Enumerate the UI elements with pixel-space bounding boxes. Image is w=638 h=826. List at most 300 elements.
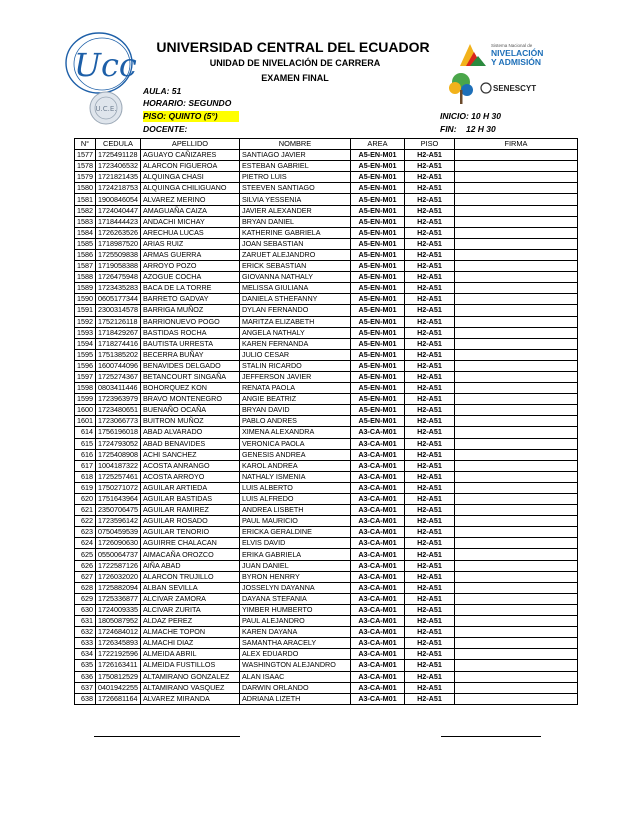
cedula-cell: 1718274416 <box>96 338 141 349</box>
table-row <box>75 349 578 360</box>
table-row <box>75 238 578 249</box>
nombre-cell: NATHALY ISMENIA <box>239 471 350 482</box>
cedula-cell: 1726163411 <box>96 660 141 671</box>
piso-cell: H2-A51 <box>404 471 454 482</box>
apellido-cell: ALARCON FIGUEROA <box>140 161 239 172</box>
area-cell: A3-CA-M01 <box>350 471 404 482</box>
firma-cell <box>454 394 577 405</box>
row-number: 617 <box>75 460 96 471</box>
table-row <box>75 194 578 205</box>
area-cell: A5-EN-M01 <box>350 161 404 172</box>
cedula-cell: 1726345893 <box>96 638 141 649</box>
nombre-cell: XIMENA ALEXANDRA <box>239 427 350 438</box>
area-cell: A5-EN-M01 <box>350 316 404 327</box>
piso-cell: H2-A51 <box>404 438 454 449</box>
area-cell: A3-CA-M01 <box>350 460 404 471</box>
piso-cell: H2-A51 <box>404 616 454 627</box>
area-cell: A5-EN-M01 <box>350 227 404 238</box>
area-cell: A3-CA-M01 <box>350 560 404 571</box>
firma-cell <box>454 172 577 183</box>
piso-cell: H2-A51 <box>404 150 454 161</box>
apellido-cell: AGUILAR ARTIEDA <box>140 482 239 493</box>
firma-cell <box>454 638 577 649</box>
apellido-cell: ARROYO POZO <box>140 261 239 272</box>
header-nombre: NOMBRE <box>239 139 350 150</box>
nombre-cell: BRYAN DANIEL <box>239 216 350 227</box>
row-number: 622 <box>75 516 96 527</box>
cedula-cell: 2350706475 <box>96 505 141 516</box>
row-number: 633 <box>75 638 96 649</box>
table-row <box>75 549 578 560</box>
area-cell: A5-EN-M01 <box>350 272 404 283</box>
firma-cell <box>454 294 577 305</box>
nombre-cell: PAUL ALEJANDRO <box>239 616 350 627</box>
cedula-cell: 1751643964 <box>96 494 141 505</box>
row-number: 1578 <box>75 161 96 172</box>
piso-cell: H2-A51 <box>404 549 454 560</box>
cedula-cell: 1725336877 <box>96 593 141 604</box>
nombre-cell: JUAN DANIEL <box>239 560 350 571</box>
table-row <box>75 249 578 260</box>
cedula-cell: 1725882094 <box>96 582 141 593</box>
firma-cell <box>454 438 577 449</box>
apellido-cell: BOHORQUEZ KON <box>140 383 239 394</box>
row-number: 625 <box>75 549 96 560</box>
piso-cell: H2-A51 <box>404 272 454 283</box>
old-seal-text: U.C.E. <box>95 105 117 113</box>
firma-cell <box>454 627 577 638</box>
nombre-cell: PABLO ANDRES <box>239 416 350 427</box>
nombre-cell: KATHERINE GABRIELA <box>239 227 350 238</box>
piso-cell: H2-A51 <box>404 660 454 671</box>
apellido-cell: ALMACHI DIAZ <box>140 638 239 649</box>
firma-cell <box>454 527 577 538</box>
table-row <box>75 494 578 505</box>
area-cell: A5-EN-M01 <box>350 216 404 227</box>
firma-cell <box>454 305 577 316</box>
docente-label: DOCENTE: <box>143 124 188 134</box>
row-number: 1600 <box>75 405 96 416</box>
table-row <box>75 205 578 216</box>
firma-cell <box>454 249 577 260</box>
university-title: UNIVERSIDAD CENTRAL DEL ECUADOR <box>156 39 430 55</box>
nombre-cell: STEEVEN SANTIAGO <box>239 183 350 194</box>
cedula-cell: 1718444423 <box>96 216 141 227</box>
piso-cell: H2-A51 <box>404 516 454 527</box>
area-cell: A5-EN-M01 <box>350 238 404 249</box>
row-number: 1596 <box>75 360 96 371</box>
apellido-cell: AGUILAR BASTIDAS <box>140 494 239 505</box>
nombre-cell: ANDREA LISBETH <box>239 505 350 516</box>
table-row <box>75 283 578 294</box>
piso-cell: H2-A51 <box>404 205 454 216</box>
row-number: 1580 <box>75 183 96 194</box>
area-cell: A5-EN-M01 <box>350 194 404 205</box>
area-cell: A5-EN-M01 <box>350 327 404 338</box>
row-number: 635 <box>75 660 96 671</box>
piso-cell: H2-A51 <box>404 494 454 505</box>
area-cell: A5-EN-M01 <box>350 172 404 183</box>
firma-cell <box>454 371 577 382</box>
nivelacion-title: NIVELACIÓN <box>491 48 543 58</box>
piso-cell: H2-A51 <box>404 582 454 593</box>
area-cell: A5-EN-M01 <box>350 261 404 272</box>
row-number: 1582 <box>75 205 96 216</box>
nombre-cell: MARITZA ELIZABETH <box>239 316 350 327</box>
cedula-cell: 0750459539 <box>96 527 141 538</box>
piso-label: PISO: QUINTO (5°) <box>143 111 239 122</box>
cedula-cell: 1723596142 <box>96 516 141 527</box>
cedula-cell: 1725491128 <box>96 150 141 161</box>
apellido-cell: AGUILAR TENORIO <box>140 527 239 538</box>
area-cell: A3-CA-M01 <box>350 527 404 538</box>
cedula-cell: 1723435283 <box>96 283 141 294</box>
area-cell: A3-CA-M01 <box>350 516 404 527</box>
piso-cell: H2-A51 <box>404 416 454 427</box>
cedula-cell: 1726032020 <box>96 571 141 582</box>
apellido-cell: ALCIVAR ZURITA <box>140 604 239 615</box>
piso-cell: H2-A51 <box>404 227 454 238</box>
apellido-cell: BACA DE LA TORRE <box>140 283 239 294</box>
table-row <box>75 593 578 604</box>
piso-cell: H2-A51 <box>404 505 454 516</box>
piso-cell: H2-A51 <box>404 360 454 371</box>
cedula-cell: 1723066773 <box>96 416 141 427</box>
cedula-cell: 1724009335 <box>96 604 141 615</box>
piso-cell: H2-A51 <box>404 682 454 693</box>
apellido-cell: AGUILAR ROSADO <box>140 516 239 527</box>
area-cell: A5-EN-M01 <box>350 338 404 349</box>
table-row <box>75 649 578 660</box>
row-number: 1577 <box>75 150 96 161</box>
table-row <box>75 227 578 238</box>
apellido-cell: ALCIVAR ZAMORA <box>140 593 239 604</box>
firma-cell <box>454 516 577 527</box>
firma-cell <box>454 161 577 172</box>
nombre-cell: ELVIS DAVID <box>239 538 350 549</box>
cedula-cell: 1756196018 <box>96 427 141 438</box>
cedula-cell: 1750271072 <box>96 482 141 493</box>
piso-cell: H2-A51 <box>404 538 454 549</box>
firma-cell <box>454 571 577 582</box>
row-number: 1599 <box>75 394 96 405</box>
nombre-cell: DANIELA STHEFANNY <box>239 294 350 305</box>
table-row <box>75 427 578 438</box>
nombre-cell: WASHINGTON ALEJANDRO <box>239 660 350 671</box>
row-number: 620 <box>75 494 96 505</box>
table-row <box>75 460 578 471</box>
nombre-cell: JAVIER ALEXANDER <box>239 205 350 216</box>
nombre-cell: ERIKA GABRIELA <box>239 549 350 560</box>
nombre-cell: ERICK SEBASTIAN <box>239 261 350 272</box>
firma-cell <box>454 238 577 249</box>
aula-label: AULA: 51 <box>143 86 182 96</box>
cedula-cell: 1004187322 <box>96 460 141 471</box>
nombre-cell: SANTIAGO JAVIER <box>239 150 350 161</box>
piso-cell: H2-A51 <box>404 560 454 571</box>
piso-cell: H2-A51 <box>404 216 454 227</box>
table-row <box>75 405 578 416</box>
area-cell: A3-CA-M01 <box>350 649 404 660</box>
apellido-cell: AIÑA ABAD <box>140 560 239 571</box>
table-row <box>75 272 578 283</box>
piso-cell: H2-A51 <box>404 638 454 649</box>
firma-cell <box>454 582 577 593</box>
row-number: 616 <box>75 449 96 460</box>
apellido-cell: ALMEIDA ABRIL <box>140 649 239 660</box>
header-n: N° <box>75 139 96 150</box>
nombre-cell: JEFFERSON JAVIER <box>239 371 350 382</box>
area-cell: A3-CA-M01 <box>350 693 404 704</box>
firma-cell <box>454 494 577 505</box>
row-number: 1589 <box>75 283 96 294</box>
nivelacion-subtitle: Sistema Nacional de <box>491 43 533 48</box>
nombre-cell: VERONICA PAOLA <box>239 438 350 449</box>
cedula-cell: 1725274367 <box>96 371 141 382</box>
table-row <box>75 505 578 516</box>
table-row <box>75 371 578 382</box>
row-number: 1592 <box>75 316 96 327</box>
piso-cell: H2-A51 <box>404 482 454 493</box>
fin-label: FIN: 12 H 30 <box>440 124 496 134</box>
firma-cell <box>454 660 577 671</box>
row-number: 628 <box>75 582 96 593</box>
apellido-cell: BARRETO GADVAY <box>140 294 239 305</box>
area-cell: A5-EN-M01 <box>350 294 404 305</box>
nombre-cell: DAYANA STEFANIA <box>239 593 350 604</box>
nombre-cell: GIOVANNA NATHALY <box>239 272 350 283</box>
firma-cell <box>454 338 577 349</box>
area-cell: A5-EN-M01 <box>350 383 404 394</box>
senescyt-icon <box>481 83 491 93</box>
firma-cell <box>454 671 577 682</box>
area-cell: A5-EN-M01 <box>350 360 404 371</box>
apellido-cell: ARECHUA LUCAS <box>140 227 239 238</box>
firma-cell <box>454 560 577 571</box>
firma-cell <box>454 194 577 205</box>
row-number: 1579 <box>75 172 96 183</box>
piso-cell: H2-A51 <box>404 383 454 394</box>
cedula-cell: 1719058388 <box>96 261 141 272</box>
piso-cell: H2-A51 <box>404 327 454 338</box>
piso-cell: H2-A51 <box>404 183 454 194</box>
firma-cell <box>454 183 577 194</box>
admision-title: Y ADMISIÓN <box>491 57 542 67</box>
row-number: 618 <box>75 471 96 482</box>
row-number: 1586 <box>75 249 96 260</box>
piso-cell: H2-A51 <box>404 283 454 294</box>
nombre-cell: YIMBER HUMBERTO <box>239 604 350 615</box>
area-cell: A5-EN-M01 <box>350 150 404 161</box>
nombre-cell: LUIS ALFREDO <box>239 494 350 505</box>
table-row <box>75 482 578 493</box>
table-row <box>75 150 578 161</box>
apellido-cell: ABAD ALVARADO <box>140 427 239 438</box>
row-number: 1587 <box>75 261 96 272</box>
piso-cell: H2-A51 <box>404 238 454 249</box>
apellido-cell: BAUTISTA URRESTA <box>140 338 239 349</box>
firma-cell <box>454 261 577 272</box>
table-row <box>75 383 578 394</box>
piso-cell: H2-A51 <box>404 338 454 349</box>
cedula-cell: 1724218753 <box>96 183 141 194</box>
firma-cell <box>454 327 577 338</box>
row-number: 615 <box>75 438 96 449</box>
row-number: 1597 <box>75 371 96 382</box>
row-number: 631 <box>75 616 96 627</box>
apellido-cell: BRAVO MONTENEGRO <box>140 394 239 405</box>
piso-cell: H2-A51 <box>404 316 454 327</box>
apellido-cell: ALVAREZ MERINO <box>140 194 239 205</box>
table-header-row <box>75 139 578 150</box>
nombre-cell: GENESIS ANDREA <box>239 449 350 460</box>
nombre-cell: ALAN ISAAC <box>239 671 350 682</box>
apellido-cell: AMAGUAÑA CAIZA <box>140 205 239 216</box>
senescyt-text: SENESCYT <box>493 84 537 93</box>
cedula-cell: 1723480651 <box>96 405 141 416</box>
apellido-cell: ALQUINGA CHASI <box>140 172 239 183</box>
header-piso: PISO <box>404 139 454 150</box>
apellido-cell: BUITRON MUÑOZ <box>140 416 239 427</box>
piso-cell: H2-A51 <box>404 671 454 682</box>
table-row <box>75 305 578 316</box>
nombre-cell: ALEX EDUARDO <box>239 649 350 660</box>
firma-cell <box>454 283 577 294</box>
area-cell: A3-CA-M01 <box>350 671 404 682</box>
table-row <box>75 294 578 305</box>
table-row <box>75 616 578 627</box>
nombre-cell: KAREN DAYANA <box>239 627 350 638</box>
inicio-label: INICIO: 10 H 30 <box>440 111 501 121</box>
row-number: 632 <box>75 627 96 638</box>
cedula-cell: 1726475948 <box>96 272 141 283</box>
apellido-cell: ARMAS GUERRA <box>140 249 239 260</box>
table-row <box>75 582 578 593</box>
area-cell: A5-EN-M01 <box>350 283 404 294</box>
piso-cell: H2-A51 <box>404 371 454 382</box>
area-cell: A3-CA-M01 <box>350 505 404 516</box>
row-number: 1595 <box>75 349 96 360</box>
area-cell: A3-CA-M01 <box>350 549 404 560</box>
firma-cell <box>454 460 577 471</box>
apellido-cell: AGUAYO CAÑIZARES <box>140 150 239 161</box>
area-cell: A3-CA-M01 <box>350 494 404 505</box>
nombre-cell: KAROL ANDREA <box>239 460 350 471</box>
header-cedula: CEDULA <box>96 139 141 150</box>
table-row <box>75 172 578 183</box>
row-number: 1598 <box>75 383 96 394</box>
piso-cell: H2-A51 <box>404 172 454 183</box>
cedula-cell: 1722587126 <box>96 560 141 571</box>
area-cell: A3-CA-M01 <box>350 582 404 593</box>
nombre-cell: SILVIA YESSENIA <box>239 194 350 205</box>
header-area: AREA <box>350 139 404 150</box>
apellido-cell: BARRIGA MUÑOZ <box>140 305 239 316</box>
row-number: 636 <box>75 671 96 682</box>
nombre-cell: DARWIN ORLANDO <box>239 682 350 693</box>
area-cell: A3-CA-M01 <box>350 571 404 582</box>
apellido-cell: ALBAN SEVILLA <box>140 582 239 593</box>
firma-cell <box>454 427 577 438</box>
piso-cell: H2-A51 <box>404 405 454 416</box>
nombre-cell: ERICKA GERALDINE <box>239 527 350 538</box>
cedula-cell: 1725509838 <box>96 249 141 260</box>
piso-cell: H2-A51 <box>404 194 454 205</box>
cedula-cell: 1900846054 <box>96 194 141 205</box>
row-number: 1590 <box>75 294 96 305</box>
firma-cell <box>454 649 577 660</box>
firma-cell <box>454 616 577 627</box>
row-number: 1585 <box>75 238 96 249</box>
apellido-cell: ACHI SANCHEZ <box>140 449 239 460</box>
piso-cell: H2-A51 <box>404 449 454 460</box>
row-number: 1593 <box>75 327 96 338</box>
apellido-cell: ALMACHE TOPON <box>140 627 239 638</box>
apellido-cell: BUENAÑO OCAÑA <box>140 405 239 416</box>
apellido-cell: ACOSTA ARROYO <box>140 471 239 482</box>
apellido-cell: BETANCOURT SINGAÑA <box>140 371 239 382</box>
cedula-cell: 0803411446 <box>96 383 141 394</box>
area-cell: A3-CA-M01 <box>350 449 404 460</box>
apellido-cell: ALMEIDA FUSTILLOS <box>140 660 239 671</box>
cedula-cell: 1721821435 <box>96 172 141 183</box>
firma-cell <box>454 416 577 427</box>
header-firma: FIRMA <box>454 139 577 150</box>
row-number: 1581 <box>75 194 96 205</box>
nombre-cell: ESTEBAN GABRIEL <box>239 161 350 172</box>
signature-line-right <box>441 736 541 737</box>
ucc-logo-text: Ucc <box>74 46 137 84</box>
table-row <box>75 604 578 615</box>
nombre-cell: RENATA PAOLA <box>239 383 350 394</box>
cedula-cell: 1724684012 <box>96 627 141 638</box>
nombre-cell: JULIO CESAR <box>239 349 350 360</box>
cedula-cell: 1805087952 <box>96 616 141 627</box>
row-number: 1601 <box>75 416 96 427</box>
table-row <box>75 438 578 449</box>
piso-cell: H2-A51 <box>404 349 454 360</box>
piso-cell: H2-A51 <box>404 394 454 405</box>
nombre-cell: JOAN SEBASTIAN <box>239 238 350 249</box>
apellido-cell: ACOSTA ANRANGO <box>140 460 239 471</box>
piso-cell: H2-A51 <box>404 593 454 604</box>
cedula-cell: 1600744096 <box>96 360 141 371</box>
cedula-cell: 1723963979 <box>96 394 141 405</box>
cedula-cell: 1722192596 <box>96 649 141 660</box>
firma-cell <box>454 405 577 416</box>
table-row <box>75 416 578 427</box>
nombre-cell: PIETRO LUIS <box>239 172 350 183</box>
header-apellido: APELLIDO <box>140 139 239 150</box>
apellido-cell: BENAVIDES DELGADO <box>140 360 239 371</box>
area-cell: A5-EN-M01 <box>350 205 404 216</box>
cedula-cell: 1751385202 <box>96 349 141 360</box>
apellido-cell: AZOGUE COCHA <box>140 272 239 283</box>
area-cell: A5-EN-M01 <box>350 371 404 382</box>
row-number: 630 <box>75 604 96 615</box>
nombre-cell: ZARUET ALEJANDRO <box>239 249 350 260</box>
nombre-cell: DYLAN FERNANDO <box>239 305 350 316</box>
firma-cell <box>454 227 577 238</box>
apellido-cell: ALVAREZ MIRANDA <box>140 693 239 704</box>
cedula-cell: 1718429267 <box>96 327 141 338</box>
piso-cell: H2-A51 <box>404 527 454 538</box>
apellido-cell: BASTIDAS ROCHA <box>140 327 239 338</box>
area-cell: A3-CA-M01 <box>350 604 404 615</box>
apellido-cell: BARRIONUEVO POGO <box>140 316 239 327</box>
apellido-cell: ALARCON TRUJILLO <box>140 571 239 582</box>
piso-cell: H2-A51 <box>404 294 454 305</box>
